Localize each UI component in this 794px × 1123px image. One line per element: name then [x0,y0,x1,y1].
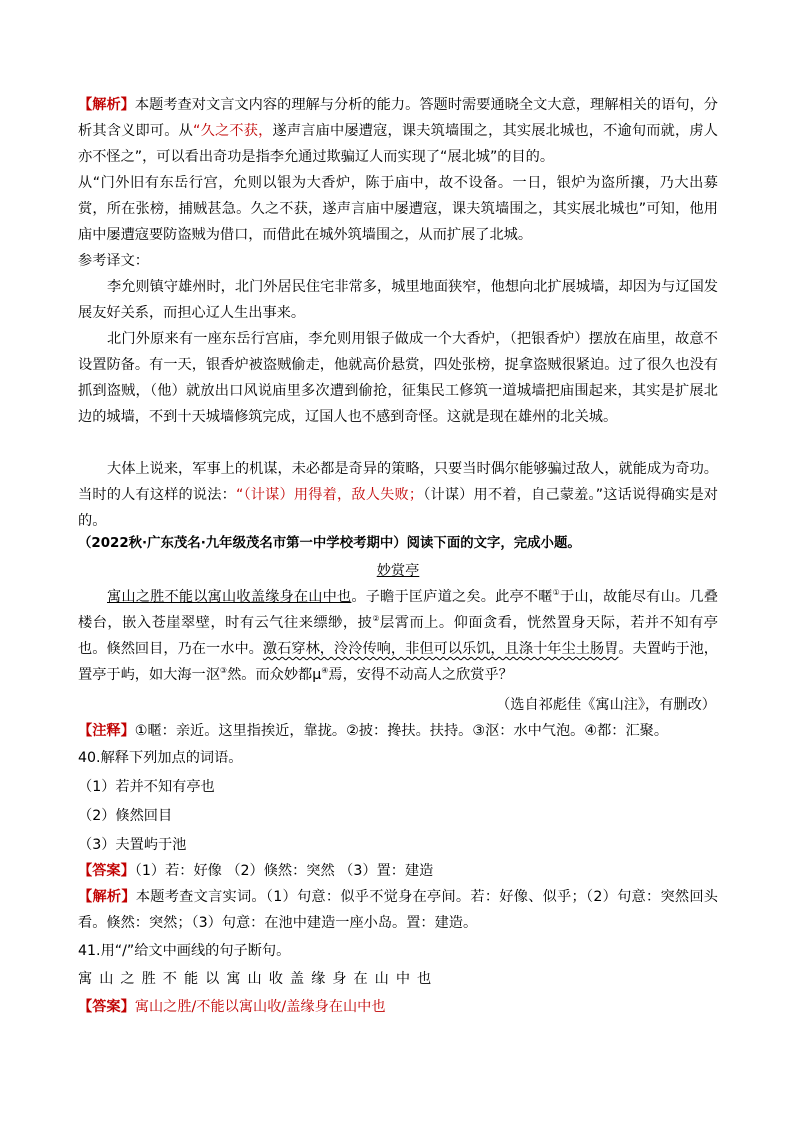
passage-text: ，置亭于屿，如大海一 [78,641,718,683]
passage-title-text: 妙赏亭 [376,563,420,579]
translation-p3-b: （计谋）用不着，自己蒙羞。”这话说得确实是对的。 [78,487,718,529]
q40-item-3: （3）夫置屿于池 [78,837,187,853]
notes-tag: 【注释】 [78,723,135,739]
analysis-paragraph-1 [78,92,718,170]
notes-text: ①暱：亲近。这里指挨近，靠拢。②披：搀扶。扶持。③沤：水中气泡。④都：汇聚。 [134,723,669,739]
q41-sentence: 寓山之胜不能以寓山收盖缘身在山中也 [78,971,439,987]
q40-analysis [78,884,718,936]
passage-wavy-sentence: 激石穿林，泠泠传响，非但可以乐饥，且涤十年尘土肠胃 [262,641,619,657]
analysis-text-b: 遂声言庙中屡遭寇，课夫筑墙围之，其实展北城也，不逾旬而就，虏人亦不怪之”，可以看出奇功是指李允通过欺骗辽人而实现了“展北城”的目的。 [78,123,718,165]
passage-word-pi: 披 [357,615,373,631]
analysis-text-a: 本题考查对文言文内容的理解与分析的能力。答题时需要通晓全文大意，理解相关的语句，分析其含义即可。从 [78,97,718,139]
answer-tag: 【答案】 [78,999,135,1015]
translation-paragraph-3 [78,456,718,534]
passage-word-ni: 暱 [538,589,553,605]
passage-phrase-q2: 倏然回目 [106,641,164,657]
passage-text: 。 [92,641,107,657]
passage-body [78,584,718,688]
note-ref-4: ④ [321,666,329,675]
translation-p3-quote: “（计谋）用得着，敌人失败； [236,487,424,503]
passage-source: （选自祁彪佳《寓山注》，有删改） [496,697,716,713]
analysis-tag: 【解析】 [78,889,136,905]
q40-item-2: （2）倏然回目 [78,808,173,824]
passage-word-ou: 沤 [205,667,220,683]
translation-p3-a: 大体上说来，军事上的机谋，未必都是奇异的策略，只要当时偶尔能够骗过敌人，就能成为奇功。当时的人有这样的说法： [78,461,718,503]
q40-item-1: （1）若并不知有亭也 [78,779,215,795]
passage-phrase-q3: 夫置屿于池 [632,641,704,657]
answer-tag: 【答案】 [78,863,135,879]
passage-text: 然。而众妙都 [227,667,313,683]
translation-paragraph-1: 李允则镇守雄州时，北门外居民住宅非常多，城里地面狭窄，他想向北扩展城墙，却因为与辽国发展友好关系，而担心辽人生出事来。 [78,279,718,321]
reference-label: 参考译文： [78,253,149,269]
q41-answer-text: 寓山之胜/不能以寓山收/盖缘身在山中也 [134,999,386,1015]
passage-text: 焉，安得不动高人之欣赏乎？ [328,667,513,683]
q40-analysis-text: 本题考查文言实词。（1）句意：似乎不觉身在亭间。若：好像、似乎；（2）句意：突然回头看。倏然：突然；（3）句意：在池中建造一座小岛。置：建造。 [78,889,718,931]
note-ref-3: ③ [219,666,228,675]
passage-word-du: μ [312,667,322,683]
q40-answer [78,858,718,884]
passage-title [78,558,718,584]
passage-text: 。 [618,641,633,657]
passage-phrase-q1: 若并不知有亭也 [78,615,718,657]
analysis-quote: “久之不获， [193,123,273,139]
passage-text: ，乃在一水中。 [163,641,263,657]
passage-text: 。子瞻于匡庐道之矣。此亭不 [351,589,539,605]
q41-answer [78,994,718,1020]
notes-line [78,718,718,744]
q41-stem: 41.用“/”给文中画线的句子断句。 [78,943,291,959]
analysis-tag: 【解析】 [78,97,135,113]
note-ref-2: ② [372,614,381,623]
translation-paragraph-2: 北门外原来有一座东岳行宫庙，李允则用银子做成一个大香炉，（把银香炉）摆放在庙里，故意不设置防备。有一天，银香炉被盗贼偷走，他就高价悬赏，四处张榜，捉拿盗贼很紧迫。过了很久也没有抓到盗贼，（他）就放出口风说庙里多次遭到偷抢，征集民工修筑一道城墙把庙围起来，其实是扩展北边的城墙，不到十天城墙修筑完成，辽国人也不感到奇怪。这就是现在雄州的北关城。 [78,331,718,425]
question-source-line: （2022秋·广东茂名·九年级茂名市第一中学校考期中）阅读下面的文字，完成小题。 [78,536,581,551]
q40-answer-text: （1）若：好像 （2）倏然：突然 （3）置：建造 [134,863,434,879]
analysis-paragraph-2: 从“门外旧有东岳行宫，允则以银为大香炉，陈于庙中，故不设备。一日，银炉为盗所攘，乃大出募赏，所在张榜，捕贼甚急。久之不获，遂声言庙中屡遭寇，课夫筑墙围之，其实展北城也”可知，他用庙中屡遭寇要防盗贼为借口，而借此在城外筑墙围之，从而扩展了北城。 [78,175,718,243]
passage-text: 于山，故能尽有山。几叠楼台，嵌入苍崖翠壁，时有云气往来缥缈， [78,589,718,631]
note-ref-1: ① [552,588,561,597]
passage-text: 层霄而上。仰面贪看，恍然置身天际， [380,615,631,631]
passage-underlined-sentence: 寓山之胜不能以寓山收盖缘身在山中也 [107,589,352,605]
q40-stem: 40.解释下列加点的词语。 [78,750,243,766]
